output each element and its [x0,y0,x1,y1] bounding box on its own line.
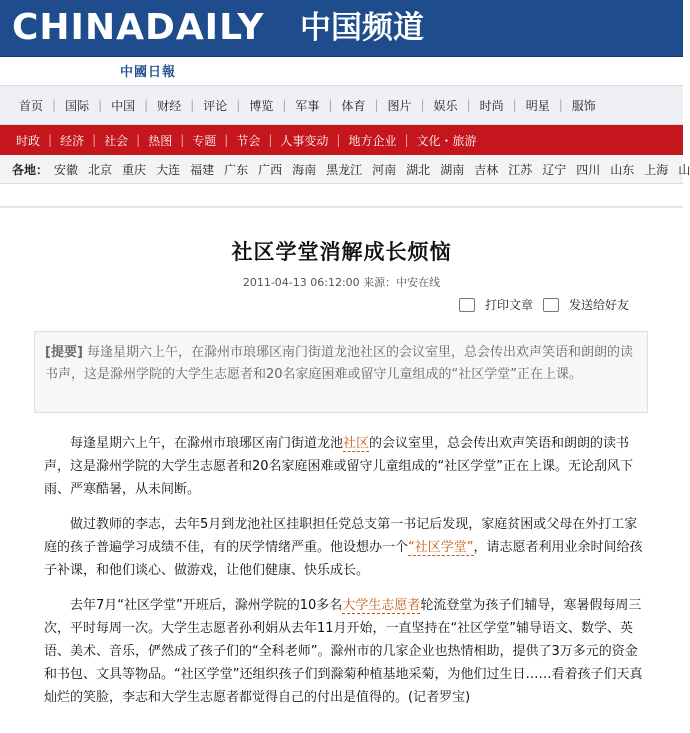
send-to-friend-link[interactable]: 发送给好友 [568,298,629,312]
region-link-16[interactable]: 山东 [610,162,635,177]
send-icon[interactable] [543,298,559,312]
primary-nav-item-11[interactable]: 明星 [525,98,550,113]
region-link-2[interactable]: 重庆 [122,162,147,177]
paragraph-2 [44,513,644,582]
article-meta: 2011-04-13 06:12:00 来源：中安在线 [242,276,441,289]
region-link-11[interactable]: 湖南 [440,162,465,177]
nav-separator: | [144,98,149,112]
region-link-17[interactable]: 上海 [644,162,669,177]
region-link-4[interactable]: 福建 [190,162,215,177]
divider [0,206,683,208]
nav-separator: | [52,98,57,112]
p3-text-a: 去年7月“社区学堂”开班后，滁州学院的10多名 [70,598,343,613]
logo-text-china: CHINA [12,7,145,48]
region-link-1[interactable]: 北京 [88,162,113,177]
nav-separator: | [236,98,241,112]
paragraph-3 [44,594,644,709]
nav-separator: | [512,98,517,112]
secondary-nav-item-0[interactable]: 时政 [16,133,41,148]
primary-nav-item-8[interactable]: 图片 [387,98,412,113]
primary-nav-item-0[interactable]: 首页 [19,98,44,113]
nav-separator: | [180,133,185,147]
nav-separator: | [404,133,409,147]
region-link-13[interactable]: 江苏 [508,162,533,177]
secondary-nav-item-5[interactable]: 节会 [236,133,261,148]
nav-separator: | [282,98,287,112]
primary-nav-item-12[interactable]: 服饰 [571,98,596,113]
nav-separator: | [190,98,195,112]
nav-separator: | [48,133,53,147]
keyword-link-community-school[interactable]: “社区学堂” [408,540,474,555]
region-link-8[interactable]: 黑龙江 [326,162,363,177]
region-link-3[interactable]: 大连 [156,162,181,177]
primary-nav-item-10[interactable]: 时尚 [479,98,504,113]
region-link-14[interactable]: 辽宁 [542,162,567,177]
secondary-nav-item-4[interactable]: 专题 [192,133,217,148]
secondary-nav-item-6[interactable]: 人事变动 [280,133,329,148]
nav-separator: | [98,98,103,112]
secondary-nav [0,125,683,155]
region-link-5[interactable]: 广东 [224,162,249,177]
channel-title: 中国频道 [300,10,424,46]
summary-text: 每逢星期六上午，在滁州市琅琊区南门街道龙池社区的会议室里，总会传出欢声笑语和朗朗的读书声，这是滁州学院的大学生志愿者和20名家庭困难或留守儿童组成的“社区学堂”正在上课。 [45,345,634,382]
nav-separator: | [336,133,341,147]
p2-text-a: 做过教师的李志，去年5月到龙池社区挂职担任党总支第一书记后发现，家庭贫困或父母在外打工家庭的孩子普遍学习成绩不佳，有的厌学情绪严重。他设想办一个 [44,517,638,555]
article-summary [34,331,648,413]
primary-nav-item-1[interactable]: 国际 [65,98,90,113]
china-daily-logo[interactable] [12,6,264,50]
secondary-nav-item-8[interactable]: 文化・旅游 [416,133,477,148]
logo-text-daily: DAILY [144,7,265,48]
nav-separator: | [558,98,563,112]
region-link-15[interactable]: 四川 [576,162,601,177]
region-link-10[interactable]: 湖北 [406,162,431,177]
p2-text-b: ，请志愿者利用业余时间给孩子补课，和他们谈心、做游戏，让他们健康、快乐成长。 [44,540,643,578]
region-link-7[interactable]: 海南 [292,162,317,177]
secondary-nav-item-3[interactable]: 热图 [148,133,173,148]
region-link-18[interactable]: 山 [678,162,690,177]
nav-separator: | [420,98,425,112]
primary-nav [0,85,683,125]
p1-text-b: 的会议室里，总会传出欢声笑语和朗朗的读书声，这是滁州学院的大学生志愿者和20名家庭困难或留守儿童组成的“社区学堂”正在上课。无论刮风下雨、严寒酷暑，从未间断。 [44,436,634,497]
regions-nav [0,155,690,184]
masthead [0,0,683,57]
region-link-6[interactable]: 广西 [258,162,283,177]
print-link[interactable]: 打印文章 [484,298,533,312]
secondary-nav-item-2[interactable]: 社会 [104,133,129,148]
nav-separator: | [224,133,229,147]
p3-text-b: 轮流登堂为孩子们辅导，寒暑假每周三次，平时每周一次。大学生志愿者孙利娟从去年11月开始，一直坚持在“社区学堂”辅导语文、数学、英语、美术、音乐，俨然成了孩子们的“全科老师”。滁州市的几家企业也热情相助，提供了3万多元的资金和书包、文具等物品。“社区学堂”还组织孩子们到滁菊种植基地采菊，为他们过生日……看着孩子们天真灿烂的笑脸，李志和大学生志愿者都觉得自己的付出是值得的。(记者罗宝) [44,598,643,705]
region-link-9[interactable]: 河南 [372,162,397,177]
region-link-12[interactable]: 吉林 [474,162,499,177]
nav-separator: | [466,98,471,112]
summary-tag: [提要] [45,345,83,360]
primary-nav-item-6[interactable]: 军事 [295,98,320,113]
china-daily-seal: 中國日報 [120,65,177,80]
secondary-nav-item-7[interactable]: 地方企业 [348,133,397,148]
primary-nav-item-4[interactable]: 评论 [203,98,228,113]
primary-nav-item-7[interactable]: 体育 [341,98,366,113]
nav-separator: | [328,98,333,112]
nav-separator: | [136,133,141,147]
keyword-link-community[interactable]: 社区 [343,436,370,451]
primary-nav-item-9[interactable]: 娱乐 [433,98,458,113]
nav-separator: | [92,133,97,147]
comment-icon[interactable] [459,298,475,312]
primary-nav-item-2[interactable]: 中国 [111,98,136,113]
primary-nav-item-5[interactable]: 博览 [249,98,274,113]
nav-separator: | [374,98,379,112]
region-link-0[interactable]: 安徽 [54,162,79,177]
article-title: 社区学堂消解成长烦恼 [231,240,452,264]
regions-label: 各地： [12,162,49,177]
article-body [44,432,644,721]
nav-separator: | [268,133,273,147]
subbar [0,57,683,85]
article-tools [459,296,639,313]
p1-text-a: 每逢星期六上午，在滁州市琅琊区南门街道龙池 [70,436,344,451]
keyword-link-volunteers[interactable]: 大学生志愿者 [342,598,421,613]
paragraph-1 [44,432,644,501]
secondary-nav-item-1[interactable]: 经济 [60,133,85,148]
primary-nav-item-3[interactable]: 财经 [157,98,182,113]
